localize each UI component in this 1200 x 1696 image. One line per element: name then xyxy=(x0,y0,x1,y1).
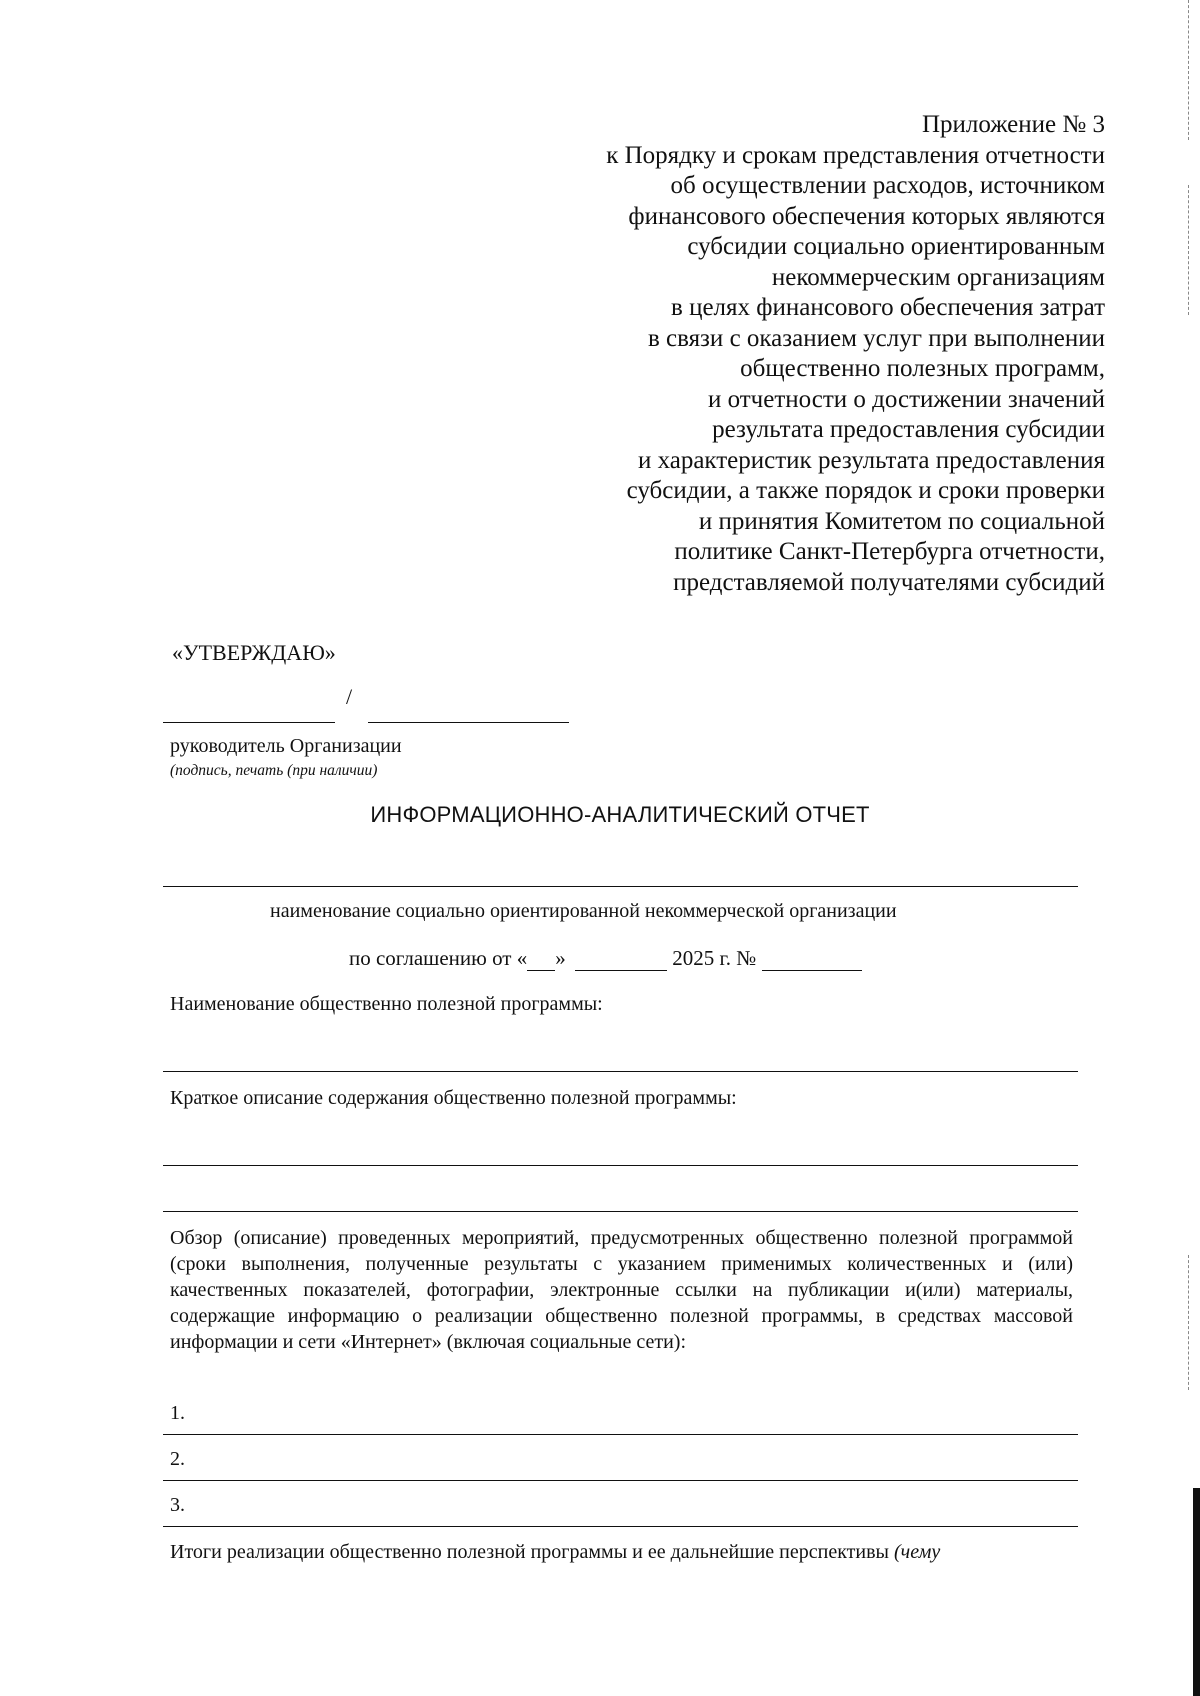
agreement-day-field[interactable] xyxy=(527,950,555,971)
list-item-line[interactable] xyxy=(163,1434,1078,1435)
appendix-line: финансового обеспечения которых являются xyxy=(628,202,1105,230)
name-line[interactable] xyxy=(368,722,569,723)
appendix-line: и принятия Комитетом по социальной xyxy=(698,507,1105,535)
scan-edge-mark xyxy=(1188,1255,1190,1390)
appendix-line: результата предоставления субсидии xyxy=(712,416,1105,443)
list-item-line[interactable] xyxy=(163,1526,1078,1527)
scan-edge-mark xyxy=(1188,0,1190,140)
organization-caption: наименование социально ориентированной некоммерческой организации xyxy=(270,900,897,922)
appendix-title: Приложение № 3 xyxy=(921,111,1105,138)
appendix-line: к Порядку и срокам представления отчетности xyxy=(606,141,1105,169)
agreement-line xyxy=(349,946,862,971)
agreement-month-field[interactable] xyxy=(575,950,667,971)
results-label-hint: (чему xyxy=(894,1541,941,1563)
appendix-line: субсидии, а также порядок и сроки проверки xyxy=(626,477,1105,504)
appendix-line: субсидии социально ориентированным xyxy=(687,233,1105,260)
head-role-label: руководитель Организации xyxy=(170,735,402,757)
approval-stamp: «УТВЕРЖДАЮ» xyxy=(172,640,336,665)
agreement-year-label: 2025 г. № xyxy=(672,946,757,970)
report-title: ИНФОРМАЦИОННО-АНАЛИТИЧЕСКИЙ ОТЧЕТ xyxy=(370,802,870,827)
scan-edge-mark xyxy=(1188,185,1190,315)
appendix-line: в связи с оказанием услуг при выполнении xyxy=(647,324,1105,352)
list-item-number: 1. xyxy=(170,1402,185,1424)
program-summary-line[interactable] xyxy=(163,1211,1078,1212)
program-summary-label: Краткое описание содержания общественно полезной программы: xyxy=(170,1087,737,1109)
scan-edge-artifact xyxy=(1193,1488,1200,1696)
agreement-number-field[interactable] xyxy=(762,950,862,971)
list-item-number: 3. xyxy=(170,1494,185,1516)
program-name-line[interactable] xyxy=(163,1071,1078,1072)
appendix-header xyxy=(606,110,1105,598)
appendix-line: некоммерческим организациям xyxy=(771,263,1105,291)
signature-separator: / xyxy=(346,684,353,709)
program-summary-line[interactable] xyxy=(163,1165,1078,1166)
program-name-label: Наименование общественно полезной программы: xyxy=(170,993,603,1015)
list-item-line[interactable] xyxy=(163,1480,1078,1481)
appendix-line: и отчетности о достижении значений xyxy=(707,385,1105,413)
signature-hint: (подпись, печать (при наличии) xyxy=(170,762,378,779)
appendix-line: общественно полезных программ, xyxy=(740,355,1105,382)
appendix-line: в целях финансового обеспечения затрат xyxy=(671,294,1105,321)
appendix-line: политике Санкт-Петербурга отчетности, xyxy=(674,538,1105,565)
agreement-prefix: по соглашению от « xyxy=(349,946,528,970)
appendix-line: и характеристик результата предоставления xyxy=(637,446,1105,474)
appendix-line: об осуществлении расходов, источником xyxy=(670,172,1105,199)
list-item-number: 2. xyxy=(170,1448,185,1470)
agreement-quote: » xyxy=(555,946,566,970)
events-overview-text: Обзор (описание) проведенных мероприятий, предусмотренных общественно полезной программой (сроки выполнения, полученные результаты с указанием применимых количественных и (или) качественных показателей, фотографии, электронные ссылки на публикации и(или) материалы, содержащие информацию о реализации общественно полезной программы, в средствах массовой информации и сети «Интернет» (включая социальные сети): xyxy=(170,1227,1073,1353)
results-label xyxy=(170,1541,940,1564)
signature-line[interactable] xyxy=(163,722,335,723)
organization-name-line[interactable] xyxy=(163,886,1078,887)
appendix-line: представляемой получателями субсидий xyxy=(673,568,1105,596)
results-label-text: Итоги реализации общественно полезной программы и ее дальнейшие перспективы xyxy=(170,1541,889,1563)
